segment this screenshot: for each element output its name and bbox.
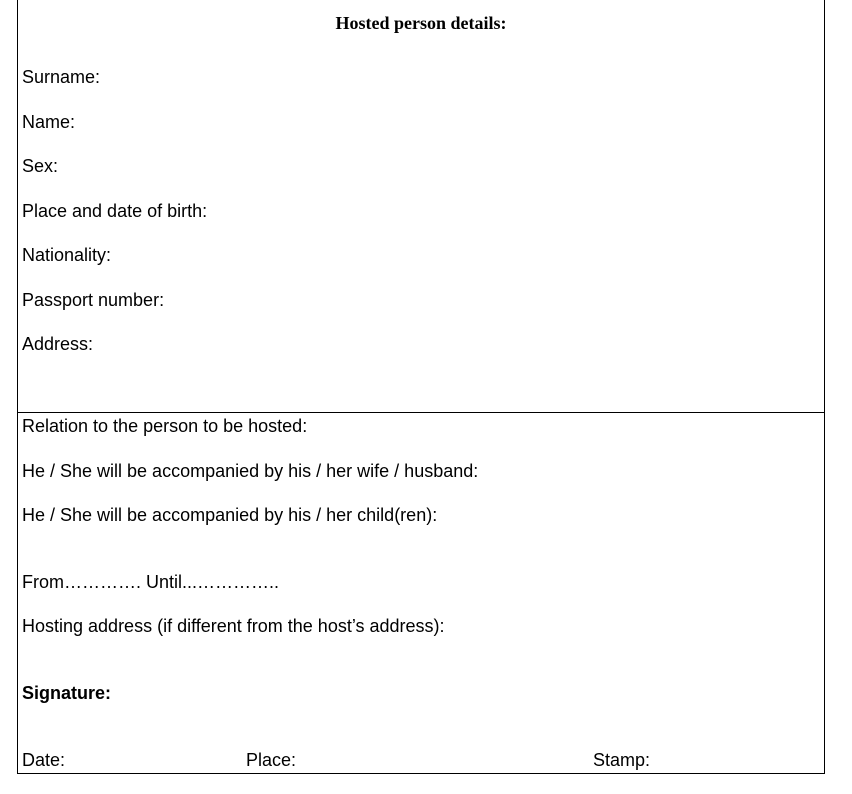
stamp-field[interactable]: Stamp: <box>593 750 651 770</box>
hosting-address-field[interactable]: Hosting address (if different from the host’s address): <box>22 616 445 636</box>
signature-field[interactable]: Signature: <box>22 683 112 703</box>
address-field[interactable]: Address: <box>22 334 94 354</box>
period-field[interactable]: From…………. Until...………….. <box>22 572 280 592</box>
place-field[interactable]: Place: <box>246 750 297 770</box>
date-field[interactable]: Date: <box>22 750 66 770</box>
spouse-field[interactable]: He / She will be accompanied by his / her wife / husband: <box>22 461 479 481</box>
form-title: Hosted person details: <box>335 13 507 33</box>
sex-field[interactable]: Sex: <box>22 156 59 176</box>
relation-field[interactable]: Relation to the person to be hosted: <box>22 416 308 436</box>
form-frame <box>17 0 825 774</box>
section-divider <box>17 412 825 413</box>
name-field[interactable]: Name: <box>22 112 76 132</box>
surname-field[interactable]: Surname: <box>22 67 101 87</box>
birth-field[interactable]: Place and date of birth: <box>22 201 208 221</box>
children-field[interactable]: He / She will be accompanied by his / her child(ren): <box>22 505 438 525</box>
nationality-field[interactable]: Nationality: <box>22 245 112 265</box>
passport-number-field[interactable]: Passport number: <box>22 290 165 310</box>
